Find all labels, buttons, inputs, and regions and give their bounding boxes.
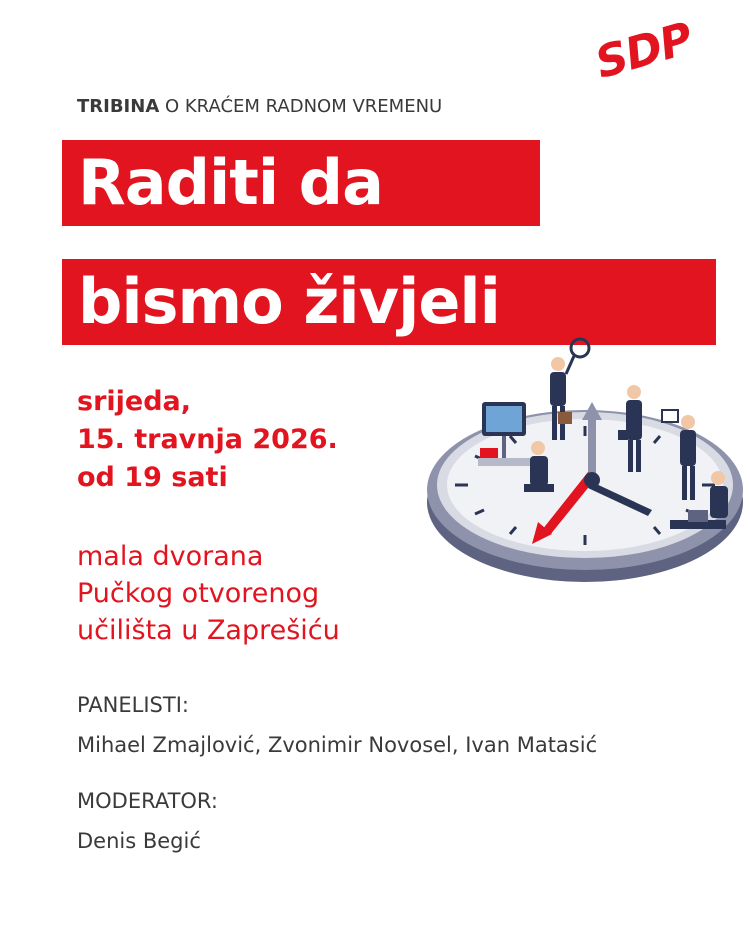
kicker-rest: O KRAĆEM RADNOM VREMENU <box>164 96 443 117</box>
person-magnifier-body <box>550 372 566 406</box>
monitor-screen <box>486 406 522 432</box>
clock-with-business-people-illustration <box>420 330 750 590</box>
event-venue <box>77 538 340 649</box>
title-line-2: bismo živjeli <box>62 259 716 345</box>
clock-center <box>584 472 600 488</box>
person-laptop-head <box>711 471 725 485</box>
moderator-heading: MODERATOR: <box>77 789 218 813</box>
person-seated-body <box>530 456 548 486</box>
handbag-icon <box>618 430 628 440</box>
venue-line-1: mala dvorana <box>77 541 264 572</box>
title-line-1: Raditi da <box>62 140 540 226</box>
date-weekday: srijeda, <box>77 386 192 417</box>
desk-chart <box>480 448 498 458</box>
laptop-icon <box>688 510 708 522</box>
event-kicker <box>77 96 442 117</box>
person-seated-legs <box>524 484 554 492</box>
moderator-name: Denis Begić <box>77 829 201 853</box>
person-woman-body <box>626 400 642 440</box>
sdp-logo: SDP <box>589 13 698 89</box>
clock-minute-hand <box>588 418 596 480</box>
person-laptop-body <box>710 486 728 518</box>
person-magnifier-head <box>551 357 565 371</box>
event-date <box>77 383 338 497</box>
desk <box>478 458 538 466</box>
briefcase-icon <box>558 412 572 424</box>
panelists-names: Mihael Zmajlović, Zvonimir Novosel, Ivan Matasić <box>77 733 598 757</box>
date-time: od 19 sati <box>77 462 228 493</box>
tablet-icon <box>662 410 678 422</box>
date-day: 15. travnja 2026. <box>77 424 338 455</box>
magnifier-icon <box>571 339 589 357</box>
monitor-stand <box>502 436 506 458</box>
person-tablet-head <box>681 415 695 429</box>
kicker-strong: TRIBINA <box>77 96 160 117</box>
venue-line-2: Pučkog otvorenog <box>77 578 320 609</box>
venue-line-3: učilišta u Zaprešiću <box>77 615 340 646</box>
person-seated-head <box>531 441 545 455</box>
person-woman-head <box>627 385 641 399</box>
person-tablet-body <box>680 430 696 466</box>
panelists-heading: PANELISTI: <box>77 693 189 717</box>
